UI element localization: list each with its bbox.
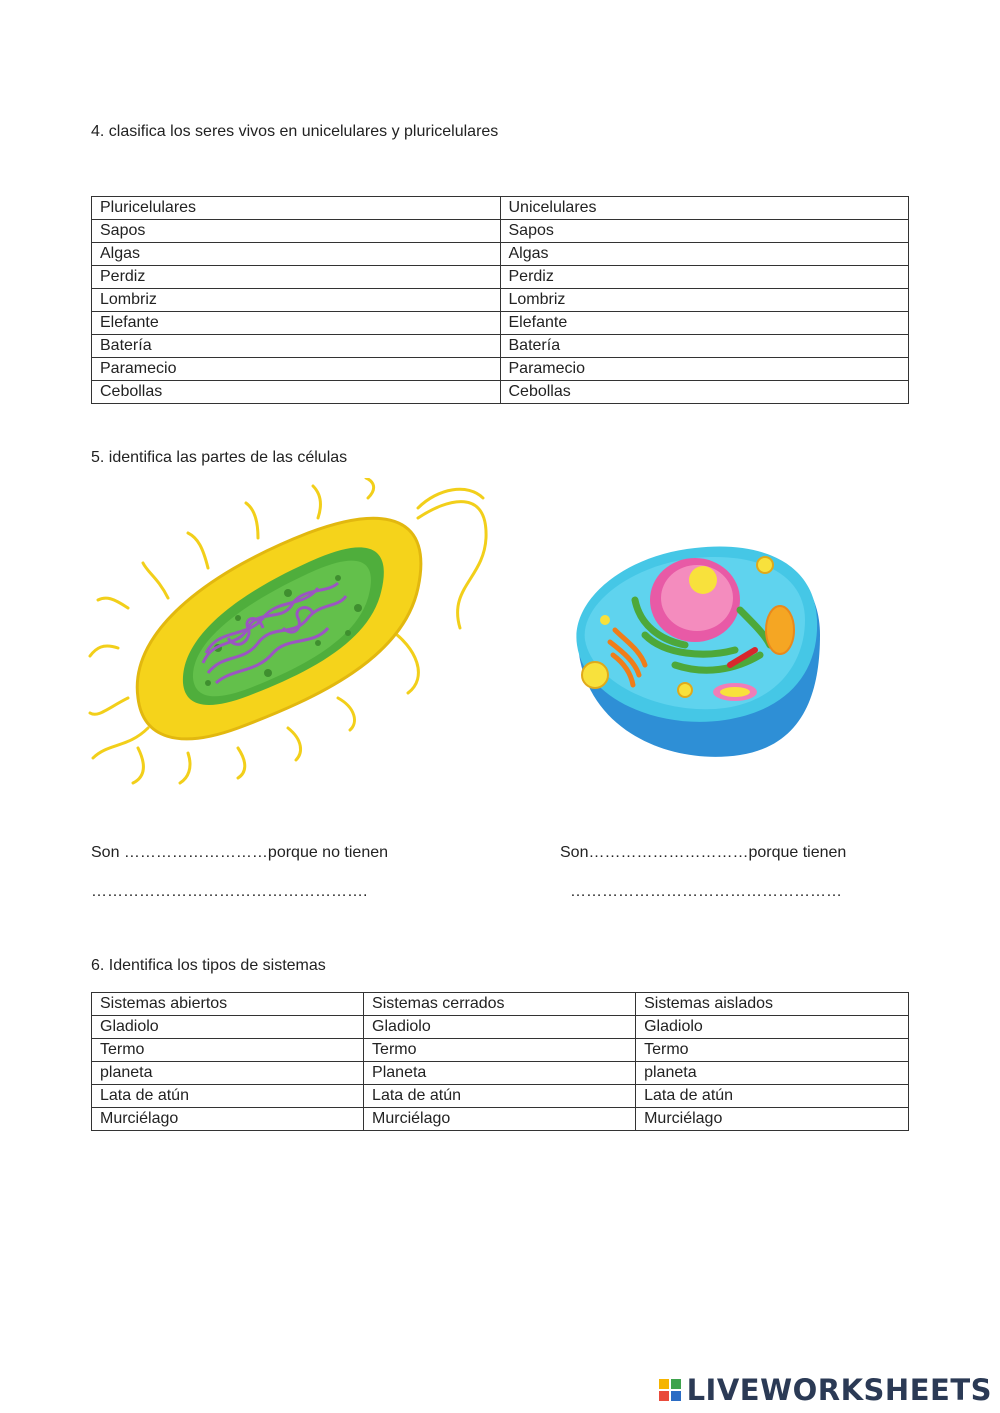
table-cell: Lata de atún [364,1085,636,1108]
table-cell: Perdiz [500,266,909,289]
table-row [92,1016,909,1039]
eukaryotic-cell-image [565,540,825,765]
table-cell: Paramecio [92,358,501,381]
table-row [92,358,909,381]
table-row [92,312,909,335]
column-header: Pluricelulares [92,197,501,220]
table-cell: Gladiolo [364,1016,636,1039]
table-header-row [92,993,909,1016]
table-cell: Termo [636,1039,909,1062]
table-cell: Sapos [500,220,909,243]
prokaryote-reason-blank: ……………………………………………. [91,883,368,900]
classification-table [91,196,909,404]
column-header: Sistemas aislados [636,993,909,1016]
question-5-title: 5. identifica las partes de las células [91,449,348,466]
table-cell: Algas [92,243,501,266]
table-cell: Elefante [92,312,501,335]
table-row [92,243,909,266]
table-row [92,220,909,243]
table-row [92,381,909,404]
table-header-row [92,197,909,220]
table-row [92,335,909,358]
table-cell: Termo [92,1039,364,1062]
prokaryote-answer-line: Son ………………………porque no tienen [91,844,389,861]
table-row [92,1108,909,1131]
table-cell: Murciélago [636,1108,909,1131]
table-cell: Cebollas [92,381,501,404]
grid-logo-icon [659,1379,681,1401]
table-cell: Algas [500,243,909,266]
eukaryote-reason-blank: …………………………………………… [570,883,842,900]
table-cell: Batería [92,335,501,358]
brand-name: LIVEWORKSHEETS [686,1373,992,1407]
table-cell: Paramecio [500,358,909,381]
table-cell: Termo [364,1039,636,1062]
table-cell: Lata de atún [92,1085,364,1108]
liveworksheets-logo [659,1373,992,1407]
table-row [92,289,909,312]
column-header: Sistemas abiertos [92,993,364,1016]
table-row [92,1062,909,1085]
table-cell: Murciélago [364,1108,636,1131]
table-cell: Gladiolo [636,1016,909,1039]
table-cell: Lombriz [92,289,501,312]
eukaryote-answer-line: Son…………………………porque tienen [560,844,847,861]
table-row [92,266,909,289]
table-row [92,1039,909,1062]
table-row [92,1085,909,1108]
table-cell: Sapos [92,220,501,243]
systems-table [91,992,909,1131]
table-cell: Planeta [364,1062,636,1085]
table-cell: planeta [92,1062,364,1085]
table-cell: planeta [636,1062,909,1085]
table-cell: Lombriz [500,289,909,312]
table-cell: Cebollas [500,381,909,404]
column-header: Unicelulares [500,197,909,220]
table-cell: Perdiz [92,266,501,289]
table-cell: Batería [500,335,909,358]
table-cell: Elefante [500,312,909,335]
question-6-title: 6. Identifica los tipos de sistemas [91,957,326,974]
question-4-title: 4. clasifica los seres vivos en unicelulares y pluricelulares [91,123,499,140]
table-cell: Murciélago [92,1108,364,1131]
column-header: Sistemas cerrados [364,993,636,1016]
table-cell: Lata de atún [636,1085,909,1108]
prokaryotic-cell-image [88,478,493,788]
table-cell: Gladiolo [92,1016,364,1039]
